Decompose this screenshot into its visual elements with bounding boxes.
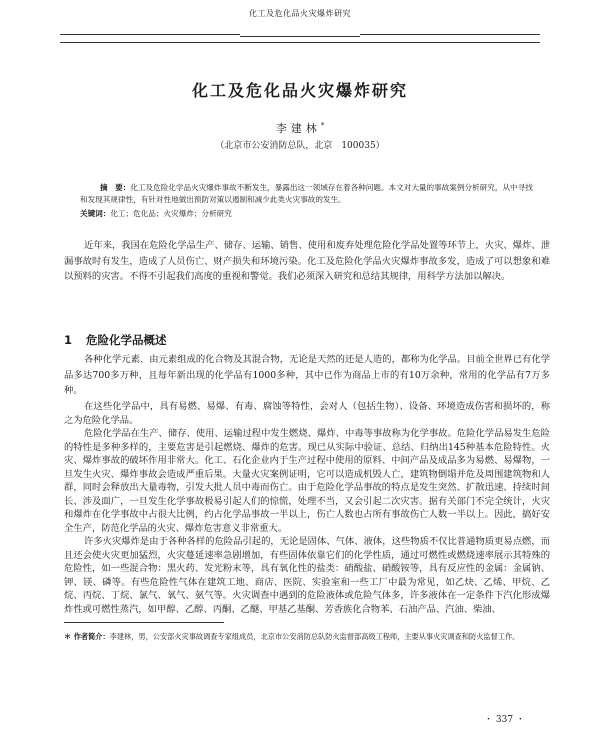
header-rule-left (60, 34, 240, 35)
footnote-label: ＊ 作者简介： (64, 632, 110, 641)
affiliation: （北京市公安消防总队，北京 100035） (215, 141, 385, 151)
section-title: 危险化学品概述 (86, 333, 167, 347)
author-footnote (64, 630, 550, 643)
header-rule-right (360, 34, 540, 35)
paper-title: 化工及危化品火灾爆炸研究 (191, 81, 408, 100)
intro-paragraph: 近年来，我国在危险化学品生产、储存、运输、销售、使用和废弃处理危险化学品处置等环节上，火灾、爆炸、泄漏事故时有发生，造成了人员伤亡、财产损失和环境污染。化工及危险化学品火灾爆炸事故多发，造成了可以想象和难以预料的灾害。不得不引起我们高度的重视和警觉。我们必须深入研究和总结其规律，用科学方法加以解决。 (64, 240, 550, 282)
body-paragraph: 各种化学元素、由元素组成的化合物及其混合物，无论是天然的还是人造的，都称为化学品。目前全世界已有化学品多达700多万种，且每年新出现的化学品有1000多种，其中已作为商品上市的有10万余种，常用的化学品有7万多种。 (64, 354, 550, 396)
author-name: 李建林 (275, 122, 321, 135)
body-paragraph: 危险化学品在生产、储存、使用、运输过程中发生燃烧、爆炸、中毒等事故称为化学事故。危险化学品易发生危险的特性是多种多样的，主要危害是引起燃烧、爆炸的危害。现已从实际中验证、总结、归纳出145种基本危险特性。火灾、爆炸事故的破坏作用非常大。化工、石化企业内于生产过程中使用的原料、中间产品及成品多为易燃、易爆物，一旦发生火灾、爆炸事故会造成严重后果。大量火灾案例证明，它可以造成机毁人亡，建筑物倒塌并危及周围建筑物和人群，同时会释放出大量毒物，引发大批人员中毒而伤亡。由于危险化学品事故的特点是发生突然、扩散迅速、持续时间长、涉及面广，一旦发生化学事故极易引起人们的惊慌，处理不当，又会引起二次灾害。据有关部门不完全统计，火灾和爆炸在化学事故中占很大比例，约占化学品事故一半以上，伤亡人数也占所有事故伤亡人数一半以上。因此，搞好安全生产，防范化学品的火灾、爆炸危害意义非常重大。 (64, 428, 550, 534)
author-line (0, 120, 600, 136)
author-footnote-mark: * (320, 121, 325, 130)
header-rule-full (60, 42, 540, 43)
keywords (80, 208, 540, 220)
abstract-label: 摘 要： (100, 183, 131, 192)
header-rule-middle (240, 36, 360, 37)
section-heading (64, 332, 167, 348)
keywords-text: 化工；危化品；火灾爆炸；分析研究 (110, 209, 232, 218)
page-number: ・ 337 ・ (484, 715, 525, 725)
abstract-text: 化工及危险化学品火灾爆炸事故不断发生，暴露出这一领域存在着各种问题。本文对大量的事故案例分析研究，从中寻找和发现其规律性，有针对性地做出预防对策以遏制和减少此类火灾事故的发生。 (80, 183, 533, 204)
section-number: 1 (64, 333, 73, 347)
running-head: 化工及危化品火灾爆炸研究 (249, 9, 351, 18)
keywords-label: 关键词： (80, 209, 111, 218)
footnote-rule (64, 622, 224, 623)
body-paragraph: 许多火灾爆炸是由于各种各样的危险品引起的，无论是固体、气体、液体，这些物质不仅比普通物质更易点燃，而且还会使火灾更加猛烈，火灾蔓延速率急剧增加，有些固体依靠它们的化学性质，通过可燃性或燃烧速率展示其特殊的危险性，如一些混合物：黑火药、发光粉末等，具有氧化性的盐类：硝酸盐、硝酸铵等，具有反应性的金属：金属钠、钾、镁、磷等。有些危险性气体在建筑工地、商店、医院、实验室和一些工厂中最为常见，如乙炔、乙烯、甲烷、乙烷、丙烷、丁烷、氯气、氧气、氨气等。火灾调查中遇到的危险液体或危险气体多，许多液体在一定条件下汽化形成爆炸性或可燃性蒸汽，如甲醇、乙醇、丙酮、乙醚、甲基乙基酮、芳香族化合物苯、石油产品、汽油、柴油、 (64, 536, 550, 615)
abstract (80, 182, 540, 206)
footnote-text: 李建林，男，公安部火灾事故调查专家组成员，北京市公安消防总队防火监督部高级工程师，主要从事火灾调查和防火监督工作。 (109, 632, 520, 641)
body-paragraph: 在这些化学品中，具有易燃、易爆、有毒、腐蚀等特性，会对人（包括生物）、设备、环境造成伤害和损坏的，称之为危险化学品。 (64, 401, 550, 426)
